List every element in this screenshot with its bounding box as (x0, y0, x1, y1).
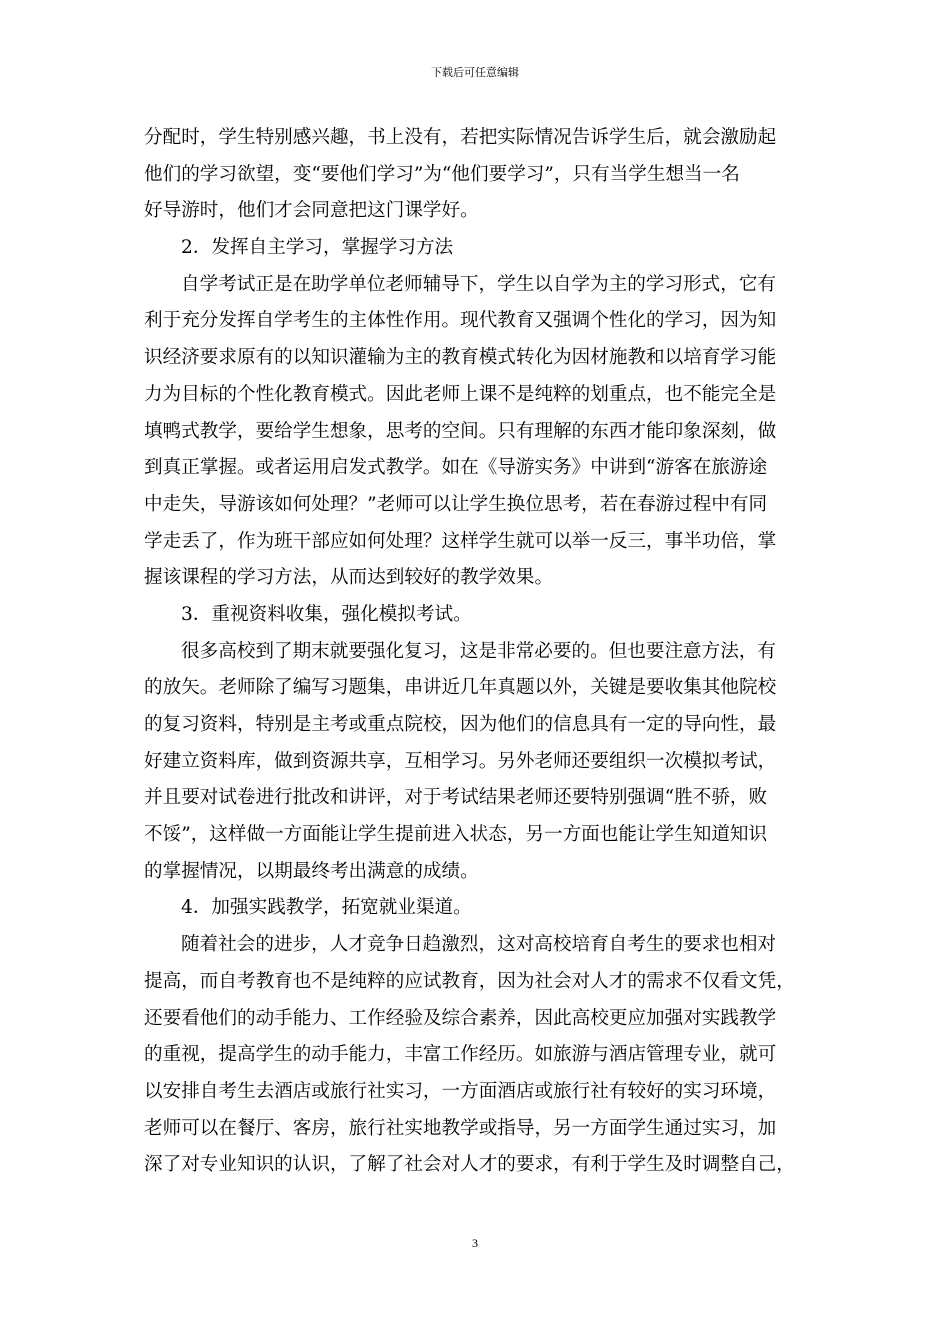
page-header: 下载后可任意编辑 (431, 66, 519, 79)
text-line: 不馁”，这样做一方面能让学生提前进入状态，另一方面也能让学生知道知识 (144, 824, 768, 846)
text-line: 的复习资料，特别是主考或重点院校，因为他们的信息具有一定的导向性，最 (144, 714, 777, 735)
text-line: 填鸭式教学，要给学生想象，思考的空间。只有理解的东西才能印象深刻，做 (144, 420, 777, 442)
text-line: 中走失，导游该如何处理？”老师可以让学生换位思考，若在春游过程中有同 (144, 493, 768, 515)
text-line: 握该课程的学习方法，从而达到较好的教学效果。 (144, 567, 554, 589)
section-heading: 4．加强实践教学，拓宽就业渠道。 (181, 897, 472, 919)
text-line: 学走丢了，作为班干部应如何处理？这样学生就可以举一反三，事半功倍，掌 (144, 530, 777, 552)
text-line: 很多高校到了期末就要强化复习，这是非常必要的。但也要注意方法，有 (181, 640, 777, 662)
text-line: 的重视，提高学生的动手能力，丰富工作经历。如旅游与酒店管理专业，就可 (144, 1044, 777, 1066)
text-line: 分配时，学生特别感兴趣，书上没有，若把实际情况告诉学生后，就会激励起 (144, 127, 777, 148)
text-line: 以安排自考生去酒店或旅行社实习，一方面酒店或旅行社有较好的实习环境， (144, 1080, 777, 1102)
text-line: 利于充分发挥自学考生的主体性作用。现代教育又强调个性化的学习，因为知 (144, 310, 777, 332)
text-line: 的掌握情况，以期最终考出满意的成绩。 (144, 860, 479, 882)
text-line: 识经济要求原有的以知识灌输为主的教育模式转化为因材施教和以培育学习能 (144, 347, 777, 369)
section-heading: 2．发挥自主学习，掌握学习方法 (181, 237, 454, 259)
section-heading: 3．重视资料收集，强化模拟考试。 (181, 603, 472, 625)
document-body (144, 120, 808, 1184)
text-line: 到真正掌握。或者运用启发式教学。如在《导游实务》中讲到“游客在旅游途 (144, 457, 768, 479)
text-line: 自学考试正是在助学单位老师辅导下，学生以自学为主的学习形式，它有 (181, 273, 777, 295)
text-line: 深了对专业知识的认识，了解了社会对人才的要求，有利于学生及时调整自己， (144, 1154, 795, 1176)
text-line: 并且要对试卷进行批改和讲评，对于考试结果老师还要特别强调“胜不骄，败 (144, 787, 768, 809)
text-line: 好导游时，他们才会同意把这门课学好。 (144, 200, 479, 222)
text-line: 还要看他们的动手能力、工作经验及综合素养，因此高校更应加强对实践教学 (144, 1007, 777, 1029)
page-number: 3 (472, 1236, 478, 1250)
text-line: 力为目标的个性化教育模式。因此老师上课不是纯粹的划重点，也不能完全是 (144, 383, 777, 405)
text-line: 好建立资料库，做到资源共享，互相学习。另外老师还要组织一次模拟考试， (144, 750, 777, 772)
text-line: 的放矢。老师除了编写习题集，串讲近几年真题以外，关键是要收集其他院校 (144, 677, 777, 699)
text-line: 老师可以在餐厅、客房，旅行社实地教学或指导，另一方面学生通过实习，加 (144, 1117, 777, 1139)
text-line: 随着社会的进步，人才竞争日趋激烈，这对高校培育自考生的要求也相对 (181, 934, 777, 956)
text-line: 他们的学习欲望，变“要他们学习”为“他们要学习”，只有当学生想当一名 (144, 163, 740, 185)
text-line: 提高，而自考教育也不是纯粹的应试教育，因为社会对人才的需求不仅看文凭， (144, 970, 795, 992)
